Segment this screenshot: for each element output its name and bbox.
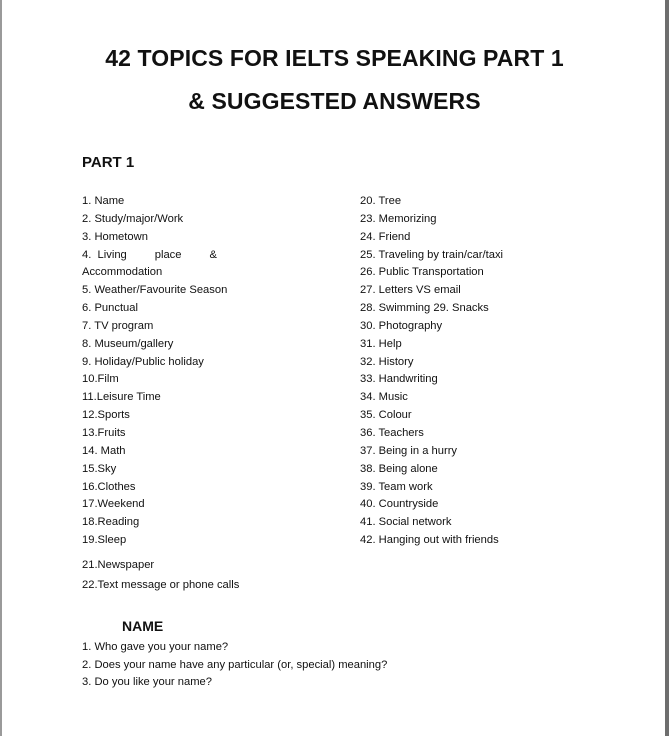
question-item: 2. Does your name have any particular (or, special) meaning?: [82, 658, 388, 671]
list-item: 1. Name: [82, 195, 125, 207]
list-item: 7. TV program: [82, 319, 154, 332]
list-item: 10.Film: [82, 373, 119, 386]
list-item: 40. Countryside: [360, 498, 439, 511]
name-question-list: [82, 639, 387, 692]
list-item: 17.Weekend: [82, 498, 145, 511]
list-item: 14. Math: [82, 444, 126, 457]
list-item: 38. Being alone: [360, 462, 438, 475]
list-item: 26. Public Transportation: [360, 266, 484, 279]
list-item: 25. Traveling by train/car/taxi: [360, 248, 504, 261]
list-item: 30. Photography: [360, 319, 443, 332]
list-item: 9. Holiday/Public holiday: [82, 355, 204, 368]
list-item: 4. Living place &: [82, 248, 217, 261]
list-item: 12.Sports: [82, 409, 130, 422]
list-item: 8. Museum/gallery: [82, 337, 174, 350]
list-item: 3. Hometown: [82, 230, 148, 243]
list-item: Accommodation: [82, 266, 163, 279]
list-item: 32. History: [360, 355, 414, 368]
name-section-heading: NAME: [122, 618, 164, 634]
list-item: 36. Teachers: [360, 426, 424, 439]
document-subtitle: & SUGGESTED ANSWERS: [188, 88, 481, 114]
topic-list-extra: [82, 555, 322, 595]
list-item: 35. Colour: [360, 409, 412, 422]
list-item: 16.Clothes: [82, 480, 136, 493]
list-item: 19.Sleep: [82, 534, 127, 547]
list-item: 5. Weather/Favourite Season: [82, 284, 228, 297]
list-item: 34. Music: [360, 391, 408, 404]
question-item: 3. Do you like your name?: [82, 676, 212, 689]
list-item: 37. Being in a hurry: [360, 444, 458, 457]
list-item: 42. Hanging out with friends: [360, 534, 499, 547]
list-item: 15.Sky: [82, 462, 117, 475]
list-item: 27. Letters VS email: [360, 284, 461, 297]
list-item: 41. Social network: [360, 516, 452, 529]
list-item: 11.Leisure Time: [82, 391, 161, 404]
list-item: 21.Newspaper: [82, 559, 155, 571]
list-item: 39. Team work: [360, 480, 433, 493]
list-item: 13.Fruits: [82, 426, 126, 439]
list-item: 6. Punctual: [82, 302, 138, 315]
list-item: 24. Friend: [360, 230, 411, 243]
list-item: 20. Tree: [360, 195, 402, 207]
list-item: 22.Text message or phone calls: [82, 579, 240, 591]
document-title: 42 TOPICS FOR IELTS SPEAKING PART 1: [105, 45, 564, 71]
list-item: 28. Swimming 29. Snacks: [360, 302, 489, 315]
list-item: 23. Memorizing: [360, 212, 437, 225]
list-item: 2. Study/major/Work: [82, 212, 184, 225]
list-item: 33. Handwriting: [360, 373, 438, 386]
list-item: 18.Reading: [82, 516, 140, 529]
list-item: 31. Help: [360, 337, 402, 350]
question-item: 1. Who gave you your name?: [82, 641, 229, 653]
topic-list-left: [82, 193, 252, 550]
section-heading-part1: PART 1: [82, 154, 135, 171]
topic-list-right: [360, 193, 620, 550]
